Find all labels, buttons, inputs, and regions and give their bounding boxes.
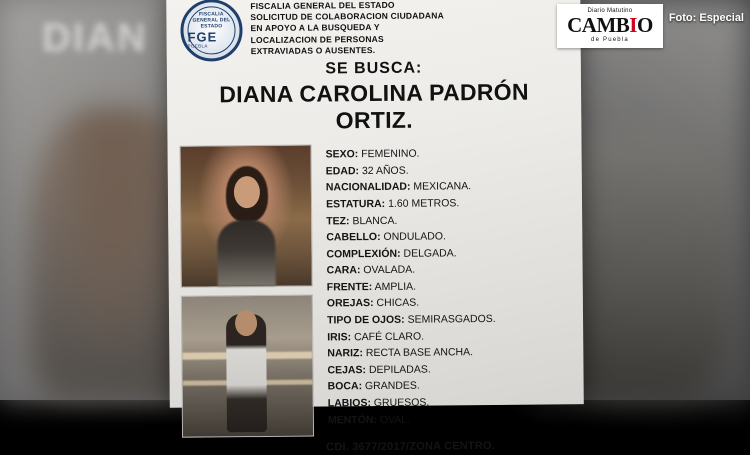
brand-subtitle: de Puebla [591,37,629,43]
detail-value: MEXICANA. [413,180,472,194]
detail-label: FRENTE: [326,280,373,294]
poster-header-text [250,0,444,57]
detail-label: MENTÓN: [327,413,377,426]
detail-label: IRIS: [327,330,352,344]
poster-body [180,143,573,438]
detail-label: NARIZ: [327,347,363,360]
detail-label: TIPO DE OJOS: [326,313,405,327]
detail-row [326,145,570,164]
detail-value: DELGADA. [403,247,457,260]
detail-value: SEMIRASGADOS. [407,312,496,326]
header-line-3: EN APOYO A LA BUSQUEDA Y [250,22,380,34]
watermark [557,4,744,48]
detail-value: RECTA BASE ANCHA. [365,346,474,360]
seal-acronym: FGE [187,28,218,45]
detail-label: COMPLEXIÓN: [326,247,401,261]
case-number: CDI. 3677/2017/ZONA CENTRO. [326,440,496,454]
detail-value: BLANCA. [352,214,398,227]
missing-person-poster [166,0,584,454]
brand-word-dark: CAMB [567,13,630,37]
brand-word-accent: I [629,13,637,37]
detail-value: CAFÉ CLARO. [353,330,425,343]
fiscalia-seal-icon [178,0,240,56]
detail-value: OVALADA. [363,263,416,277]
header-line-1: FISCALIA GENERAL DEL ESTADO [250,0,395,12]
detail-value: OVAL. [379,413,411,426]
detail-value: DEPILADAS. [368,363,431,376]
detail-value: CHICAS. [376,297,420,310]
detail-label: NACIONALIDAD: [325,181,411,194]
detail-value: ONDULADO. [383,230,446,244]
poster-header [178,0,568,58]
brand-wordmark [567,13,653,37]
detail-label: EDAD: [325,164,360,178]
detail-label: LABIOS: [327,396,371,410]
detail-label: BOCA: [327,380,363,393]
detail-value: FEMENINO. [361,147,420,161]
detail-label: CABELLO: [326,231,381,244]
photo-credit: Foto: Especial [668,12,744,24]
header-line-4: LOCALIZACION DE PERSONAS [250,33,384,45]
brand-kicker: Diario Matutino [587,8,633,14]
detail-label: CEJAS: [327,363,367,377]
poster-headline: SE BUSCA: [325,59,423,78]
background-blurred-text: DIAN [42,16,148,60]
detail-row [326,178,570,197]
detail-value: GRANDES. [364,379,420,393]
detail-row [326,161,570,180]
detail-value: AMPLIA. [374,280,417,293]
brand-logo [557,4,663,48]
detail-value: 32 AÑOS. [361,164,409,177]
detail-value: 1.60 METROS. [388,197,460,210]
photo-column [180,145,315,438]
portrait-photo-primary [180,145,313,288]
header-line-5: EXTRAVIADAS O AUSENTES. [250,44,376,56]
detail-value: GRUESOS. [373,396,430,409]
seal-ring-text: FISCALIA GENERAL DEL ESTADO [192,11,231,30]
missing-person-name: DIANA CAROLINA PADRÓN ORTIZ. [219,78,529,134]
header-line-2: SOLICITUD DE COLABORACION CIUDADANA [250,10,444,23]
portrait-photo-secondary [181,295,314,438]
seal-subtitle: PUEBLA [187,43,208,49]
detail-row [328,410,572,429]
brand-word-tail: O [636,13,653,37]
detail-label: OREJAS: [326,297,374,310]
detail-label: CARA: [326,264,361,277]
description-list [326,143,573,437]
detail-label: ESTATURA: [325,197,386,211]
detail-label: TEZ: [326,214,350,227]
detail-label: SEXO: [325,148,359,161]
